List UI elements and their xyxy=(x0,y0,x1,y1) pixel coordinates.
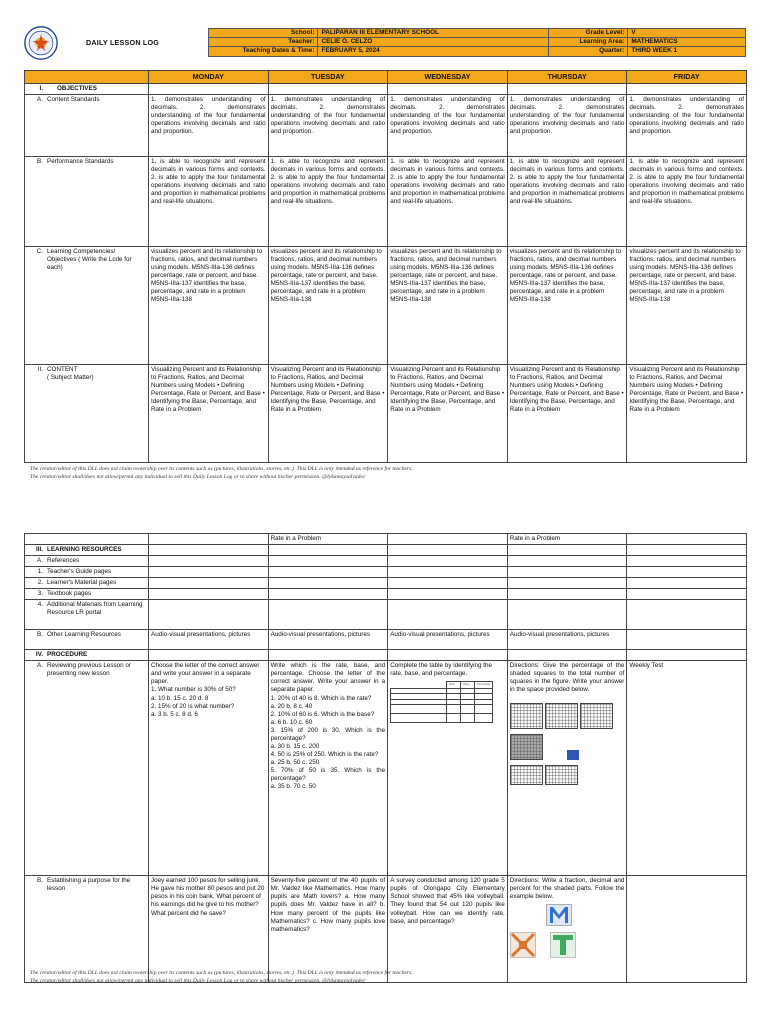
content-row xyxy=(25,365,747,463)
comp-thu: visualizes percent and its relationship to fractions, ratios, and decimal numbers using models. M5NS-IIIa-136 defines percentage, rate or percent, and base. M5NS-IIIa-137 identifies the base, percentage, and rate in a problem M5NS-IIIa-138 xyxy=(507,247,627,365)
perf-std-mon: 1. is able to recognize and represent decimals in various forms and contexts. 2. is able to apply the four fundamental operations involving decimals and ratio and proportion in mathematical problems and real-life situations. xyxy=(149,157,269,247)
grid-figure-6 xyxy=(510,765,543,785)
other-wed: Audio-visual presentations, pictures xyxy=(388,630,508,650)
teacher-value: CELIE O. CELZO xyxy=(318,38,548,47)
grade-label: Grade Level: xyxy=(548,29,628,38)
other-mon: Audio-visual presentations, pictures xyxy=(149,630,269,650)
percent-grid-figures xyxy=(510,701,625,788)
purpose-num: B. xyxy=(37,877,43,885)
resources-label: LEARNING RESOURCES xyxy=(47,546,122,554)
dates-value: FEBRUARY 5, 2024 xyxy=(318,47,548,56)
footer-line-2: The creator/editor shall/does not allow/permit any individual to sell this Daily Lesson Log or to share without his/her permission. @lykamaysalvador xyxy=(30,473,366,480)
references-row xyxy=(25,556,747,567)
perf-std-label: Performance Standards xyxy=(47,158,114,166)
school-label: School: xyxy=(209,29,318,38)
perf-std-fri: 1. is able to recognize and represent decimals in various forms and contexts. 2. is able to apply the four fundamental operations involving decimals and ratio and proportion in mathematical problems and real-life situations. xyxy=(627,157,747,247)
comp-label: Learning Competencies/ Objectives ( Write the Lcde for each) xyxy=(47,248,132,272)
carry-wed xyxy=(388,534,508,545)
textbook-row xyxy=(25,589,747,600)
lm-num: 2. xyxy=(37,579,43,587)
mini-header-base: Base xyxy=(461,682,475,688)
other-num: B. xyxy=(37,631,43,639)
content-std-thu: 1. demonstrates understanding of decimals. 2. demonstrates understanding of the four fundamental operations involving decimals and ratio and proportion. xyxy=(507,95,627,157)
school-value: PALIPARAN III ELEMENTARY SCHOOL xyxy=(318,29,548,38)
tb-label: Textbook pages xyxy=(47,590,92,598)
content-std-mon: 1. demonstrates understanding of decimals. 2. demonstrates understanding of the four fundamental operations involving decimals and ratio and proportion. xyxy=(149,95,269,157)
tg-num: 1. xyxy=(37,568,43,576)
carry-mon xyxy=(149,534,269,545)
other-fri xyxy=(627,630,747,650)
purpose-fri xyxy=(627,876,747,983)
tg-label: Teacher's Guide pages xyxy=(47,568,112,576)
grade-value: V xyxy=(628,29,746,38)
resources-row xyxy=(25,545,747,556)
review-wed: Complete the table by identifying the rate, base, and percentage. Rate Base Percentage xyxy=(388,661,508,876)
content-wed: Visualizing Percent and its Relationship to Fractions, Ratios, and Decimal Numbers using Models • Defining Percentage, Rate or Percent, and Base • Identifying the Base, Percentage, and Rate in a Problem xyxy=(388,365,508,463)
day-tuesday: TUESDAY xyxy=(268,71,388,84)
area-label: Learning Area: xyxy=(548,38,628,47)
quarter-label: Quarter: xyxy=(548,47,628,56)
perf-std-tue: 1. is able to recognize and represent decimals in various forms and contexts. 2. is able to apply the four fundamental operations involving decimals and ratio and proportion in mathematical problems and real-life situations. xyxy=(268,157,388,247)
lm-label: Learner's Material pages xyxy=(47,579,117,587)
quarter-value: THIRD WEEK 1 xyxy=(628,47,746,56)
content-std-label: Content Standards xyxy=(47,96,100,104)
grid-figure-2 xyxy=(545,703,578,729)
day-thursday: THURSDAY xyxy=(507,71,627,84)
purpose-label: Establishing a purpose for the lesson xyxy=(47,877,131,893)
day-friday: FRIDAY xyxy=(627,71,747,84)
other-thu: Audio-visual presentations, pictures xyxy=(507,630,627,650)
resources-num: III. xyxy=(36,546,43,554)
content-label: CONTENT xyxy=(47,366,78,374)
performance-standards-row xyxy=(25,157,747,247)
perf-std-num: B. xyxy=(37,158,43,166)
grid-figure-7 xyxy=(545,765,578,785)
content-std-num: A. xyxy=(37,96,43,104)
content-sub-label: ( Subject Matter) xyxy=(47,374,94,382)
purpose-row xyxy=(25,876,747,983)
procedure-row xyxy=(25,650,747,661)
rate-base-percentage-table xyxy=(390,681,493,723)
review-row xyxy=(25,661,747,876)
objectives-num: I. xyxy=(39,85,43,92)
day-monday: MONDAY xyxy=(149,71,269,84)
other-label: Other Learning Resources xyxy=(47,631,121,639)
teacher-label: Teacher: xyxy=(209,38,318,47)
purpose-mon: Joey earned 100 pesos for selling junk. He gave his mother 80 pesos and put 20 pesos in his coin bank. What percent of his earnings did he give to his mother? What percent did he save? xyxy=(149,876,269,983)
comp-mon: visualizes percent and its relationship to fractions, ratios, and decimal numbers using models. M5NS-IIIa-136 defines percentage, rate or percent, and base. M5NS-IIIa-137 identifies the base, percentage, and rate in a problem M5NS-IIIa-138 xyxy=(149,247,269,365)
add-label: Additional Materials from Learning Resource LR portal xyxy=(47,601,143,617)
area-value: MATHEMATICS xyxy=(628,38,746,47)
review-label: Reviewing previous Lesson or presenting new lesson xyxy=(47,662,132,678)
footer-page-2 xyxy=(30,970,413,985)
mini-header-rate: Rate xyxy=(447,682,461,688)
learners-material-row xyxy=(25,578,747,589)
footer-line-2: The creator/editor shall/does not allow/permit any individual to sell this Daily Lesson Log or to share without his/her permission. @lykamaysalvador xyxy=(30,977,366,984)
dates-label: Teaching Dates & Time: xyxy=(209,47,318,56)
school-info-table xyxy=(208,28,746,57)
objectives-row xyxy=(25,84,747,95)
procedure-label: PROCEDURE xyxy=(47,651,88,659)
comp-num: C. xyxy=(36,248,43,256)
add-num: 4. xyxy=(37,601,43,609)
footer-line-1: The creator/editor of this DLL does not claim ownership over its contents such as (pictures, illustrations, stories, etc.). This DLL is only intended as reference for teachers. xyxy=(30,466,413,472)
footer-line-1: The creator/editor of this DLL does not claim ownership over its contents such as (pictures, illustrations, stories, etc.). This DLL is only intended as reference for teachers. xyxy=(30,970,413,976)
resources-procedure-table xyxy=(24,533,747,983)
day-wednesday: WEDNESDAY xyxy=(388,71,508,84)
content-fri: Visualizing Percent and its Relationship to Fractions, Ratios, and Decimal Numbers using Models • Defining Percentage, Rate or Percent, and Base • Identifying the Base, Percentage, and Rate in a Problem xyxy=(627,365,747,463)
letter-t-grid-icon xyxy=(550,932,576,958)
footer-page-1 xyxy=(30,466,413,481)
other-resources-row xyxy=(25,630,747,650)
mini-header-percentage: Percentage xyxy=(475,682,493,688)
content-mon: Visualizing Percent and its Relationship to Fractions, Ratios, and Decimal Numbers using Models • Defining Percentage, Rate or Percent, and Base • Identifying the Base, Percentage, and Rate in a Problem xyxy=(149,365,269,463)
content-std-fri: 1. demonstrates understanding of decimals. 2. demonstrates understanding of the four fundamental operations involving decimals and ratio and proportion. xyxy=(627,95,747,157)
purpose-tue: Seventy-five percent of the 40 pupils of Mr. Valdez like Mathematics. How many pupils are Math lovers? a. How many pupils does Mr. Valdez have in all? b. How many percent of the pupils like Mathematics? c. How many pupils love mathematics? xyxy=(268,876,388,983)
tb-num: 3. xyxy=(37,590,43,598)
purpose-wed: A survey conducted among 120 grade 5 pupils of Olongapo City Elementary School showed that 45% like volleyball. They found that 54 out 120 pupils like volleyball. How can we identify rate, base, and percentage? xyxy=(388,876,508,983)
carry-over-row xyxy=(25,534,747,545)
refs-label: References xyxy=(47,557,80,565)
content-num: II. xyxy=(37,366,43,374)
objectives-label: OBJECTIVES xyxy=(57,85,97,92)
day-header-row xyxy=(25,71,747,84)
page-2 xyxy=(0,512,768,1024)
review-mon: Choose the letter of the correct answer and write your answer in a separate paper. 1. What number is 30% of 50? a. 10 b. 15 c. 20 d. 8 2. 15% of 20 is what number? a. 3 b. 5 c. 8 d. 6 xyxy=(149,661,269,876)
grid-figure-4 xyxy=(510,734,543,760)
log-title: DAILY LESSON LOG xyxy=(86,38,160,47)
review-num: A. xyxy=(37,662,43,670)
carry-tue: Rate in a Problem xyxy=(268,534,388,545)
content-thu: Visualizing Percent and its Relationship to Fractions, Ratios, and Decimal Numbers using Models • Defining Percentage, Rate or Percent, and Base • Identifying the Base, Percentage, and Rate in a Problem xyxy=(507,365,627,463)
corner-cell xyxy=(25,71,149,84)
objectives-table xyxy=(24,70,747,463)
competencies-row xyxy=(25,247,747,365)
fraction-figures xyxy=(510,904,625,960)
procedure-num: IV. xyxy=(35,651,43,659)
content-std-wed: 1. demonstrates understanding of decimals. 2. demonstrates understanding of the four fundamental operations involving decimals and ratio and proportion. xyxy=(388,95,508,157)
pattern-grid-icon xyxy=(510,932,536,958)
content-tue: Visualizing Percent and its Relationship to Fractions, Ratios, and Decimal Numbers using Models • Defining Percentage, Rate or Percent, and Base • Identifying the Base, Percentage, and Rate in a Problem xyxy=(268,365,388,463)
comp-fri: visualizes percent and its relationship to fractions, ratios, and decimal numbers using models. M5NS-IIIa-136 defines percentage, rate or percent, and base. M5NS-IIIa-137 identifies the base, percentage, and rate in a problem M5NS-IIIa-138 xyxy=(627,247,747,365)
review-thu: Directions: Give the percentage of the shaded squares to the total number of squares in the figure. Write your answer in the space provided below. xyxy=(507,661,627,876)
review-fri: Weekly Test xyxy=(627,661,747,876)
teachers-guide-row xyxy=(25,567,747,578)
refs-num: A. xyxy=(37,557,43,565)
perf-std-wed: 1. is able to recognize and represent decimals in various forms and contexts. 2. is able to apply the four fundamental operations involving decimals and ratio and proportion in mathematical problems and real-life situations. xyxy=(388,157,508,247)
other-tue: Audio-visual presentations, pictures xyxy=(268,630,388,650)
grid-figure-5 xyxy=(567,750,579,760)
review-tue: Write which is the rate, base, and percentage. Choose the letter of the correct answer. Write your answer in a separate paper. 1. 20% of 40 is 8. Which is the rate? a. 20 b. 8 c. 40 2. 10% of 60 is 6. Which is the base? a. 6 b. 10 c. 60 3. 15% of 200 is 30. Which is the percentage? a. 30 b. 15 c. 200 4. 50 is 25% of 250. Which is the rate? a. 25 b. 50 c. 250 5. 70% of 50 is 35. Which is the percentage? a. 35 b. 70 c. 50 xyxy=(268,661,388,876)
carry-fri xyxy=(627,534,747,545)
additional-materials-row xyxy=(25,600,747,630)
comp-wed: visualizes percent and its relationship to fractions, ratios, and decimal numbers using models. M5NS-IIIa-136 defines percentage, rate or percent, and base. M5NS-IIIa-137 identifies the base, percentage, and rate in a problem M5NS-IIIa-138 xyxy=(388,247,508,365)
comp-tue: visualizes percent and its relationship to fractions, ratios, and decimal numbers using models. M5NS-IIIa-136 defines percentage, rate or percent, and base. M5NS-IIIa-137 identifies the base, percentage, and rate in a problem M5NS-IIIa-138 xyxy=(268,247,388,365)
perf-std-thu: 1. is able to recognize and represent decimals in various forms and contexts. 2. is able to apply the four fundamental operations involving decimals and ratio and proportion in mathematical problems and real-life situations. xyxy=(507,157,627,247)
content-std-tue: 1. demonstrates understanding of decimals. 2. demonstrates understanding of the four fundamental operations involving decimals and ratio and proportion. xyxy=(268,95,388,157)
letter-m-grid-icon xyxy=(546,904,572,926)
grid-figure-1 xyxy=(510,703,543,729)
deped-seal-icon xyxy=(24,26,58,60)
purpose-thu: Directions: Write a fraction, decimal and percent for the shaded parts. Follow the example below. xyxy=(507,876,627,983)
grid-figure-3 xyxy=(580,703,613,729)
content-standards-row xyxy=(25,95,747,157)
log-header xyxy=(24,26,746,62)
carry-thu: Rate in a Problem xyxy=(507,534,627,545)
